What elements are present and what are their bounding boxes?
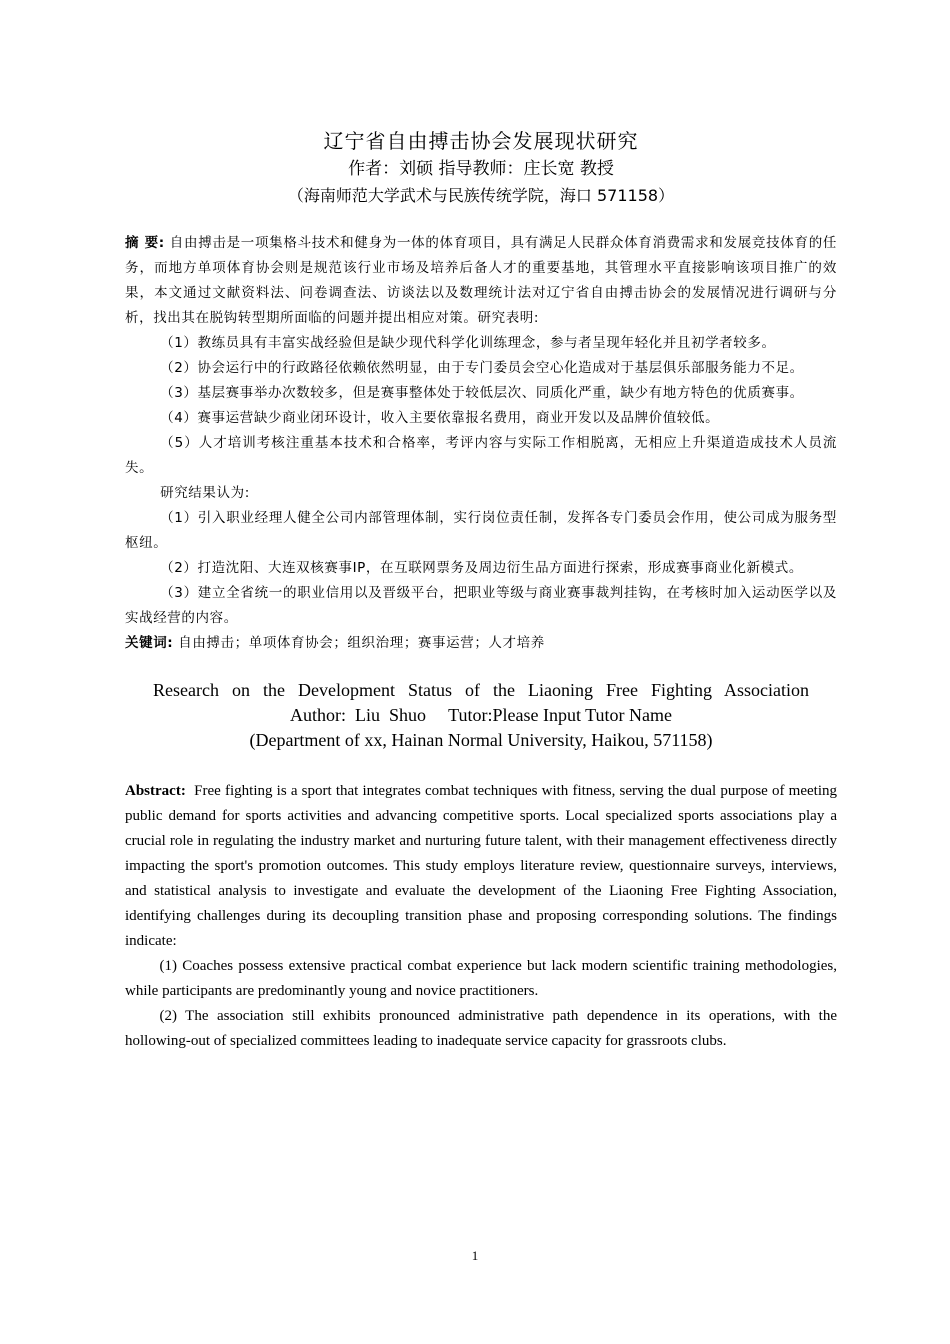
paper-page bbox=[125, 0, 837, 1054]
english-title: Research on the Development Status of the Liaoning Free Fighting Association bbox=[153, 680, 809, 700]
chinese-finding-3: （3）基层赛事举办次数较多，但是赛事整体处于较低层次、同质化严重，缺少有地方特色的优质赛事。 bbox=[160, 385, 804, 401]
english-heading bbox=[125, 678, 837, 753]
chinese-keywords-text: 自由搏击；单项体育协会；组织治理；赛事运营；人才培养 bbox=[178, 635, 545, 651]
chinese-abstract-intro bbox=[125, 231, 837, 331]
chinese-results-intro: 研究结果认为: bbox=[160, 485, 250, 501]
chinese-finding-5: （5）人才培训考核注重基本技术和合格率，考评内容与实际工作相脱离，无相应上升渠道造成技术人员流失。 bbox=[125, 435, 837, 476]
chinese-result-2: （2）打造沈阳、大连双核赛事IP，在互联网票务及周边衍生品方面进行探索，形成赛事商业化新模式。 bbox=[160, 560, 804, 576]
english-abstract-intro bbox=[125, 779, 837, 954]
english-abstract bbox=[125, 779, 837, 1054]
chinese-author-line: 作者：刘硕 指导教师：庄长宽 教授 bbox=[348, 159, 614, 179]
page-number: 1 bbox=[471, 1248, 479, 1263]
chinese-finding-2: （2）协会运行中的行政路径依赖依然明显，由于专门委员会空心化造成对于基层俱乐部服务能力不足。 bbox=[160, 360, 804, 376]
english-affiliation: (Department of xx, Hainan Normal University, Haikou, 571158) bbox=[249, 730, 713, 750]
english-abstract-label: Abstract: bbox=[125, 783, 186, 799]
chinese-result-1: （1）引入职业经理人健全公司内部管理体制，实行岗位责任制，发挥各专门委员会作用，使公司成为服务型枢纽。 bbox=[125, 510, 837, 551]
chinese-affiliation: （海南师范大学武术与民族传统学院，海口 571158） bbox=[287, 186, 675, 205]
chinese-finding-1: （1）教练员具有丰富实战经验但是缺少现代科学化训练理念，参与者呈现年轻化并且初学者较多。 bbox=[160, 335, 776, 351]
chinese-abstract-label: 摘 要: bbox=[125, 235, 165, 251]
chinese-finding-4: （4）赛事运营缺少商业闭环设计，收入主要依靠报名费用，商业开发以及品牌价值较低。 bbox=[160, 410, 720, 426]
chinese-abstract-text: 自由搏击是一项集格斗技术和健身为一体的体育项目，具有满足人民群众体育消费需求和发展竞技体育的任务，而地方单项体育协会则是规范该行业市场及培养后备人才的重要基地，其管理水平直接影响该项目推广的效果，本文通过文献资料法、问卷调查法、访谈法以及数理统计法对辽宁省自由搏击协会的发展情况进行调研与分析，找出其在脱钩转型期所面临的问题并提出相应对策。研究表明: bbox=[125, 235, 837, 326]
english-finding-1: (1) Coaches possess extensive practical combat experience but lack modern scientific training methodologies, while participants are predominantly young and novice practitioners. bbox=[125, 958, 837, 999]
chinese-title: 辽宁省自由搏击协会发展现状研究 bbox=[323, 129, 639, 153]
chinese-keywords bbox=[125, 631, 837, 656]
chinese-result-3: （3）建立全省统一的职业信用以及晋级平台，把职业等级与商业赛事裁判挂钩，在考核时加入运动医学以及实战经营的内容。 bbox=[125, 585, 837, 626]
english-finding-2: (2) The association still exhibits pronounced administrative path dependence in its operations, with the hollowing-out of specialized committees leading to inadequate service capacity for grassroots clubs. bbox=[125, 1008, 837, 1049]
chinese-keywords-label: 关键词: bbox=[125, 635, 174, 651]
english-author-line: Author: Liu Shuo Tutor:Please Input Tutor Name bbox=[289, 705, 673, 725]
english-abstract-text: Free fighting is a sport that integrates combat techniques with fitness, serving the dual purpose of meeting public demand for sports activities and advancing competitive sports. Local specialized sports associations play a crucial role in regulating the industry market and nurturing future talent, with their management effectiveness directly impacting the sport's promotion outcomes. This study employs literature review, questionnaire surveys, interviews, and statistical analysis to investigate and evaluate the development of the Liaoning Free Fighting Association, identifying challenges during its decoupling transition phase and proposing corresponding solutions. The findings indicate: bbox=[125, 783, 837, 949]
chinese-abstract bbox=[125, 231, 837, 656]
